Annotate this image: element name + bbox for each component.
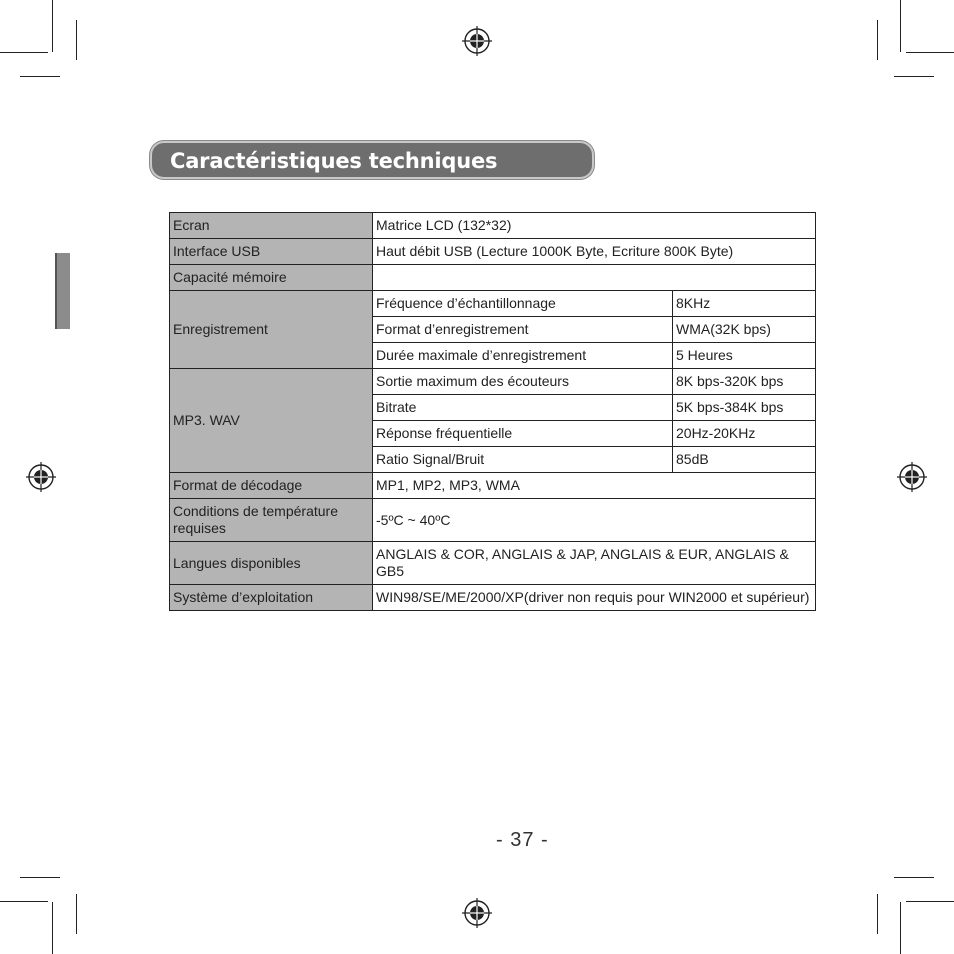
spec-label: Enregistrement — [170, 291, 373, 369]
crop-mark — [20, 877, 60, 878]
crop-mark — [76, 894, 77, 934]
spec-value: WIN98/SE/ME/2000/XP(driver non requis pour WIN2000 et supérieur) — [373, 585, 816, 611]
crop-mark — [906, 901, 954, 902]
table-row — [170, 213, 816, 239]
spec-label: Ecran — [170, 213, 373, 239]
crop-mark — [52, 902, 53, 954]
crop-mark — [877, 894, 878, 934]
registration-mark-icon — [897, 462, 927, 492]
spec-label: Interface USB — [170, 239, 373, 265]
spec-label: Capacité mémoire — [170, 265, 373, 291]
spec-sub-label: Format d’enregistrement — [373, 317, 673, 343]
spec-value: 5K bps-384K bps — [673, 395, 816, 421]
crop-mark — [877, 20, 878, 60]
spec-label: Conditions de température requises — [170, 499, 373, 542]
table-row — [170, 585, 816, 611]
spec-value: Haut débit USB (Lecture 1000K Byte, Ecriture 800K Byte) — [373, 239, 816, 265]
registration-mark-icon — [462, 898, 492, 928]
crop-mark — [52, 0, 53, 52]
spec-value: Matrice LCD (132*32) — [373, 213, 816, 239]
section-title-banner — [150, 141, 594, 179]
crop-mark — [894, 76, 934, 77]
crop-mark — [906, 52, 954, 53]
spec-value: 8KHz — [673, 291, 816, 317]
table-row — [170, 542, 816, 585]
page-number: - 37 - — [496, 829, 549, 851]
table-row — [170, 473, 816, 499]
spec-label: Langues disponibles — [170, 542, 373, 585]
table-row — [170, 265, 816, 291]
spec-label: Système d’exploitation — [170, 585, 373, 611]
spec-value: -5ºC ~ 40ºC — [373, 499, 816, 542]
registration-mark-icon — [26, 462, 56, 492]
crop-mark — [76, 20, 77, 60]
crop-mark — [900, 0, 901, 52]
crop-mark — [0, 901, 48, 902]
spec-sub-label: Fréquence d’échantillonnage — [373, 291, 673, 317]
section-title: Caractéristiques techniques — [170, 149, 498, 173]
table-row — [170, 291, 816, 317]
spec-sub-label: Réponse fréquentielle — [373, 421, 673, 447]
table-row — [170, 499, 816, 542]
spec-value: WMA(32K bps) — [673, 317, 816, 343]
spec-label: Format de décodage — [170, 473, 373, 499]
crop-mark — [0, 52, 48, 53]
spec-sub-label: Sortie maximum des écouteurs — [373, 369, 673, 395]
spec-value: 5 Heures — [673, 343, 816, 369]
spec-value: 85dB — [673, 447, 816, 473]
table-row — [170, 239, 816, 265]
language-side-tab — [55, 253, 70, 329]
spec-value: ANGLAIS & COR, ANGLAIS & JAP, ANGLAIS & EUR, ANGLAIS & GB5 — [373, 542, 816, 585]
crop-mark — [20, 76, 60, 77]
crop-mark — [900, 902, 901, 954]
specifications-table — [169, 212, 816, 611]
crop-mark — [894, 877, 934, 878]
table-row — [170, 369, 816, 395]
spec-value: 8K bps-320K bps — [673, 369, 816, 395]
spec-sub-label: Ratio Signal/Bruit — [373, 447, 673, 473]
spec-label: MP3. WAV — [170, 369, 373, 473]
spec-sub-label: Bitrate — [373, 395, 673, 421]
spec-sub-label: Durée maximale d’enregistrement — [373, 343, 673, 369]
spec-value: 20Hz-20KHz — [673, 421, 816, 447]
registration-mark-icon — [462, 26, 492, 56]
spec-value: MP1, MP2, MP3, WMA — [373, 473, 816, 499]
spec-value — [373, 265, 816, 291]
